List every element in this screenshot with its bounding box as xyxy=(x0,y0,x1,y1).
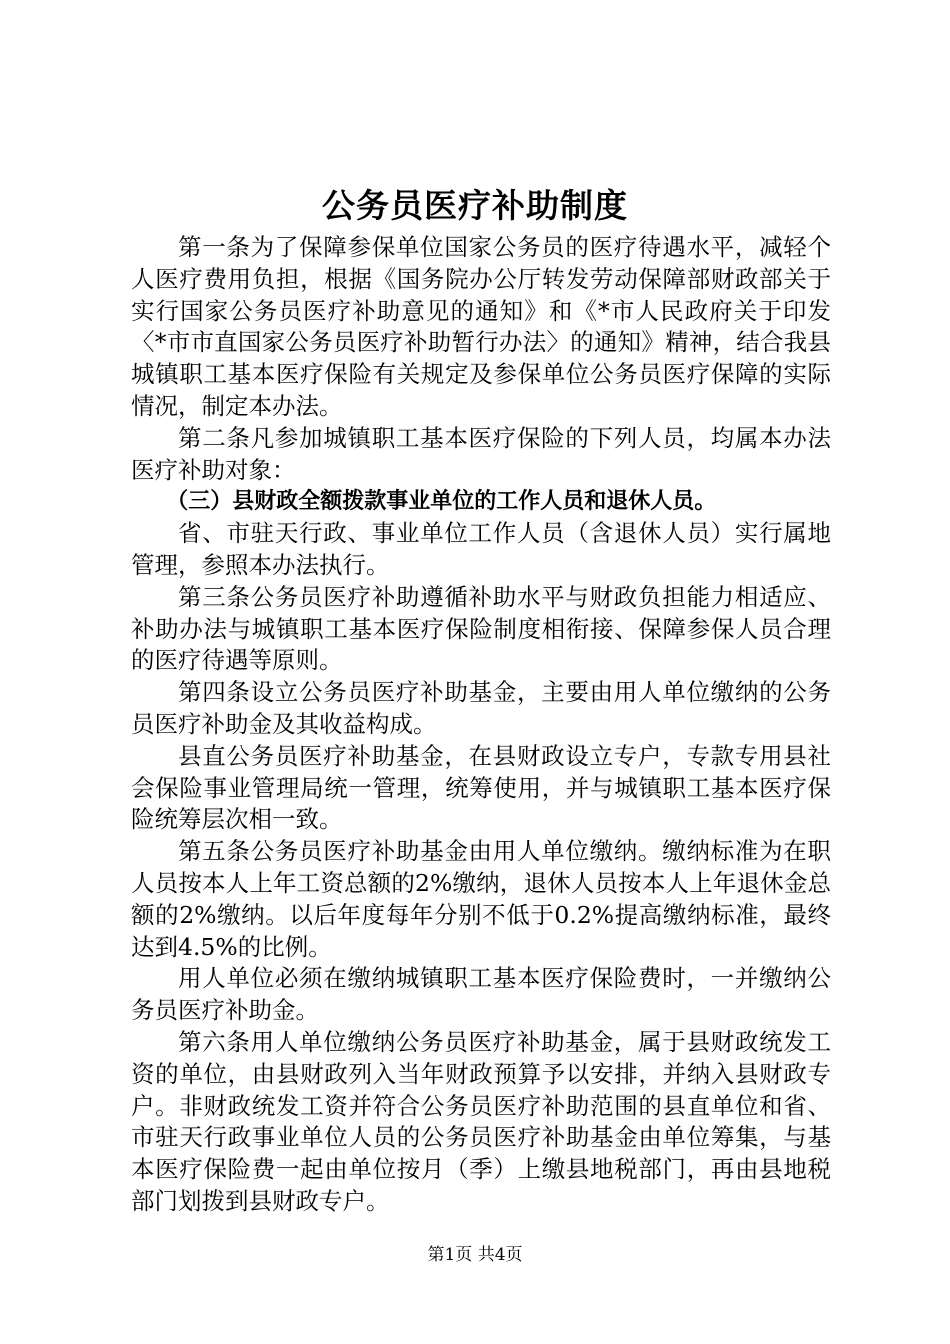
paragraph-article-4: 第四条设立公务员医疗补助基金，主要由用人单位缴纳的公务员医疗补助金及其收益构成。 xyxy=(131,678,831,738)
paragraph-article-1: 第一条为了保障参保单位国家公务员的医疗待遇水平，减轻个人医疗费用负担，根据《国务院办公厅转发劳动保障部财政部关于实行国家公务员医疗补助意见的通知》和《*市人民政府关于印发〈*市市直国家公务员医疗补助暂行办法〉的通知》精神，结合我县城镇职工基本医疗保险有关规定及参保单位公务员医疗保障的实际情况，制定本办法。 xyxy=(131,233,831,420)
paragraph-item-3: （三）县财政全额拨款事业单位的工作人员和退休人员。 xyxy=(166,489,717,515)
paragraph-article-2: 第二条凡参加城镇职工基本医疗保险的下列人员，均属本办法医疗补助对象： xyxy=(131,423,831,484)
paragraph-article-3: 第三条公务员医疗补助遵循补助水平与财政负担能力相适应、补助办法与城镇职工基本医疗保险制度相衔接、保障参保人员合理的医疗待遇等原则。 xyxy=(131,582,831,675)
paragraph-payment-requirement: 用人单位必须在缴纳城镇职工基本医疗保险费时，一并缴纳公务员医疗补助金。 xyxy=(131,964,831,1025)
page-title: 公务员医疗补助制度 xyxy=(322,186,628,225)
document-body xyxy=(131,232,831,1218)
paragraph-local-management: 省、市驻天行政、事业单位工作人员（含退休人员）实行属地管理，参照本办法执行。 xyxy=(131,519,831,579)
page-footer: 第1页 共4页 xyxy=(427,1245,523,1265)
paragraph-article-5: 第五条公务员医疗补助基金由用人单位缴纳。缴纳标准为在职人员按本人上年工资总额的2%缴纳，退休人员按本人上年退休金总额的2%缴纳。以后年度每年分别不低于0.2%提高缴纳标准，最终达到4.5%的比例。 xyxy=(131,837,831,961)
paragraph-fund-management: 县直公务员医疗补助基金，在县财政设立专户，专款专用县社会保险事业管理局统一管理，统筹使用，并与城镇职工基本医疗保险统筹层次相一致。 xyxy=(131,741,831,834)
paragraph-article-6: 第六条用人单位缴纳公务员医疗补助基金，属于县财政统发工资的单位，由县财政列入当年财政预算予以安排，并纳入县财政专户。非财政统发工资并符合公务员医疗补助范围的县直单位和省、市驻天行政事业单位人员的公务员医疗补助基金由单位筹集，与基本医疗保险费一起由单位按月（季）上缴县地税部门，再由县地税部门划拨到县财政专户。 xyxy=(131,1027,831,1215)
